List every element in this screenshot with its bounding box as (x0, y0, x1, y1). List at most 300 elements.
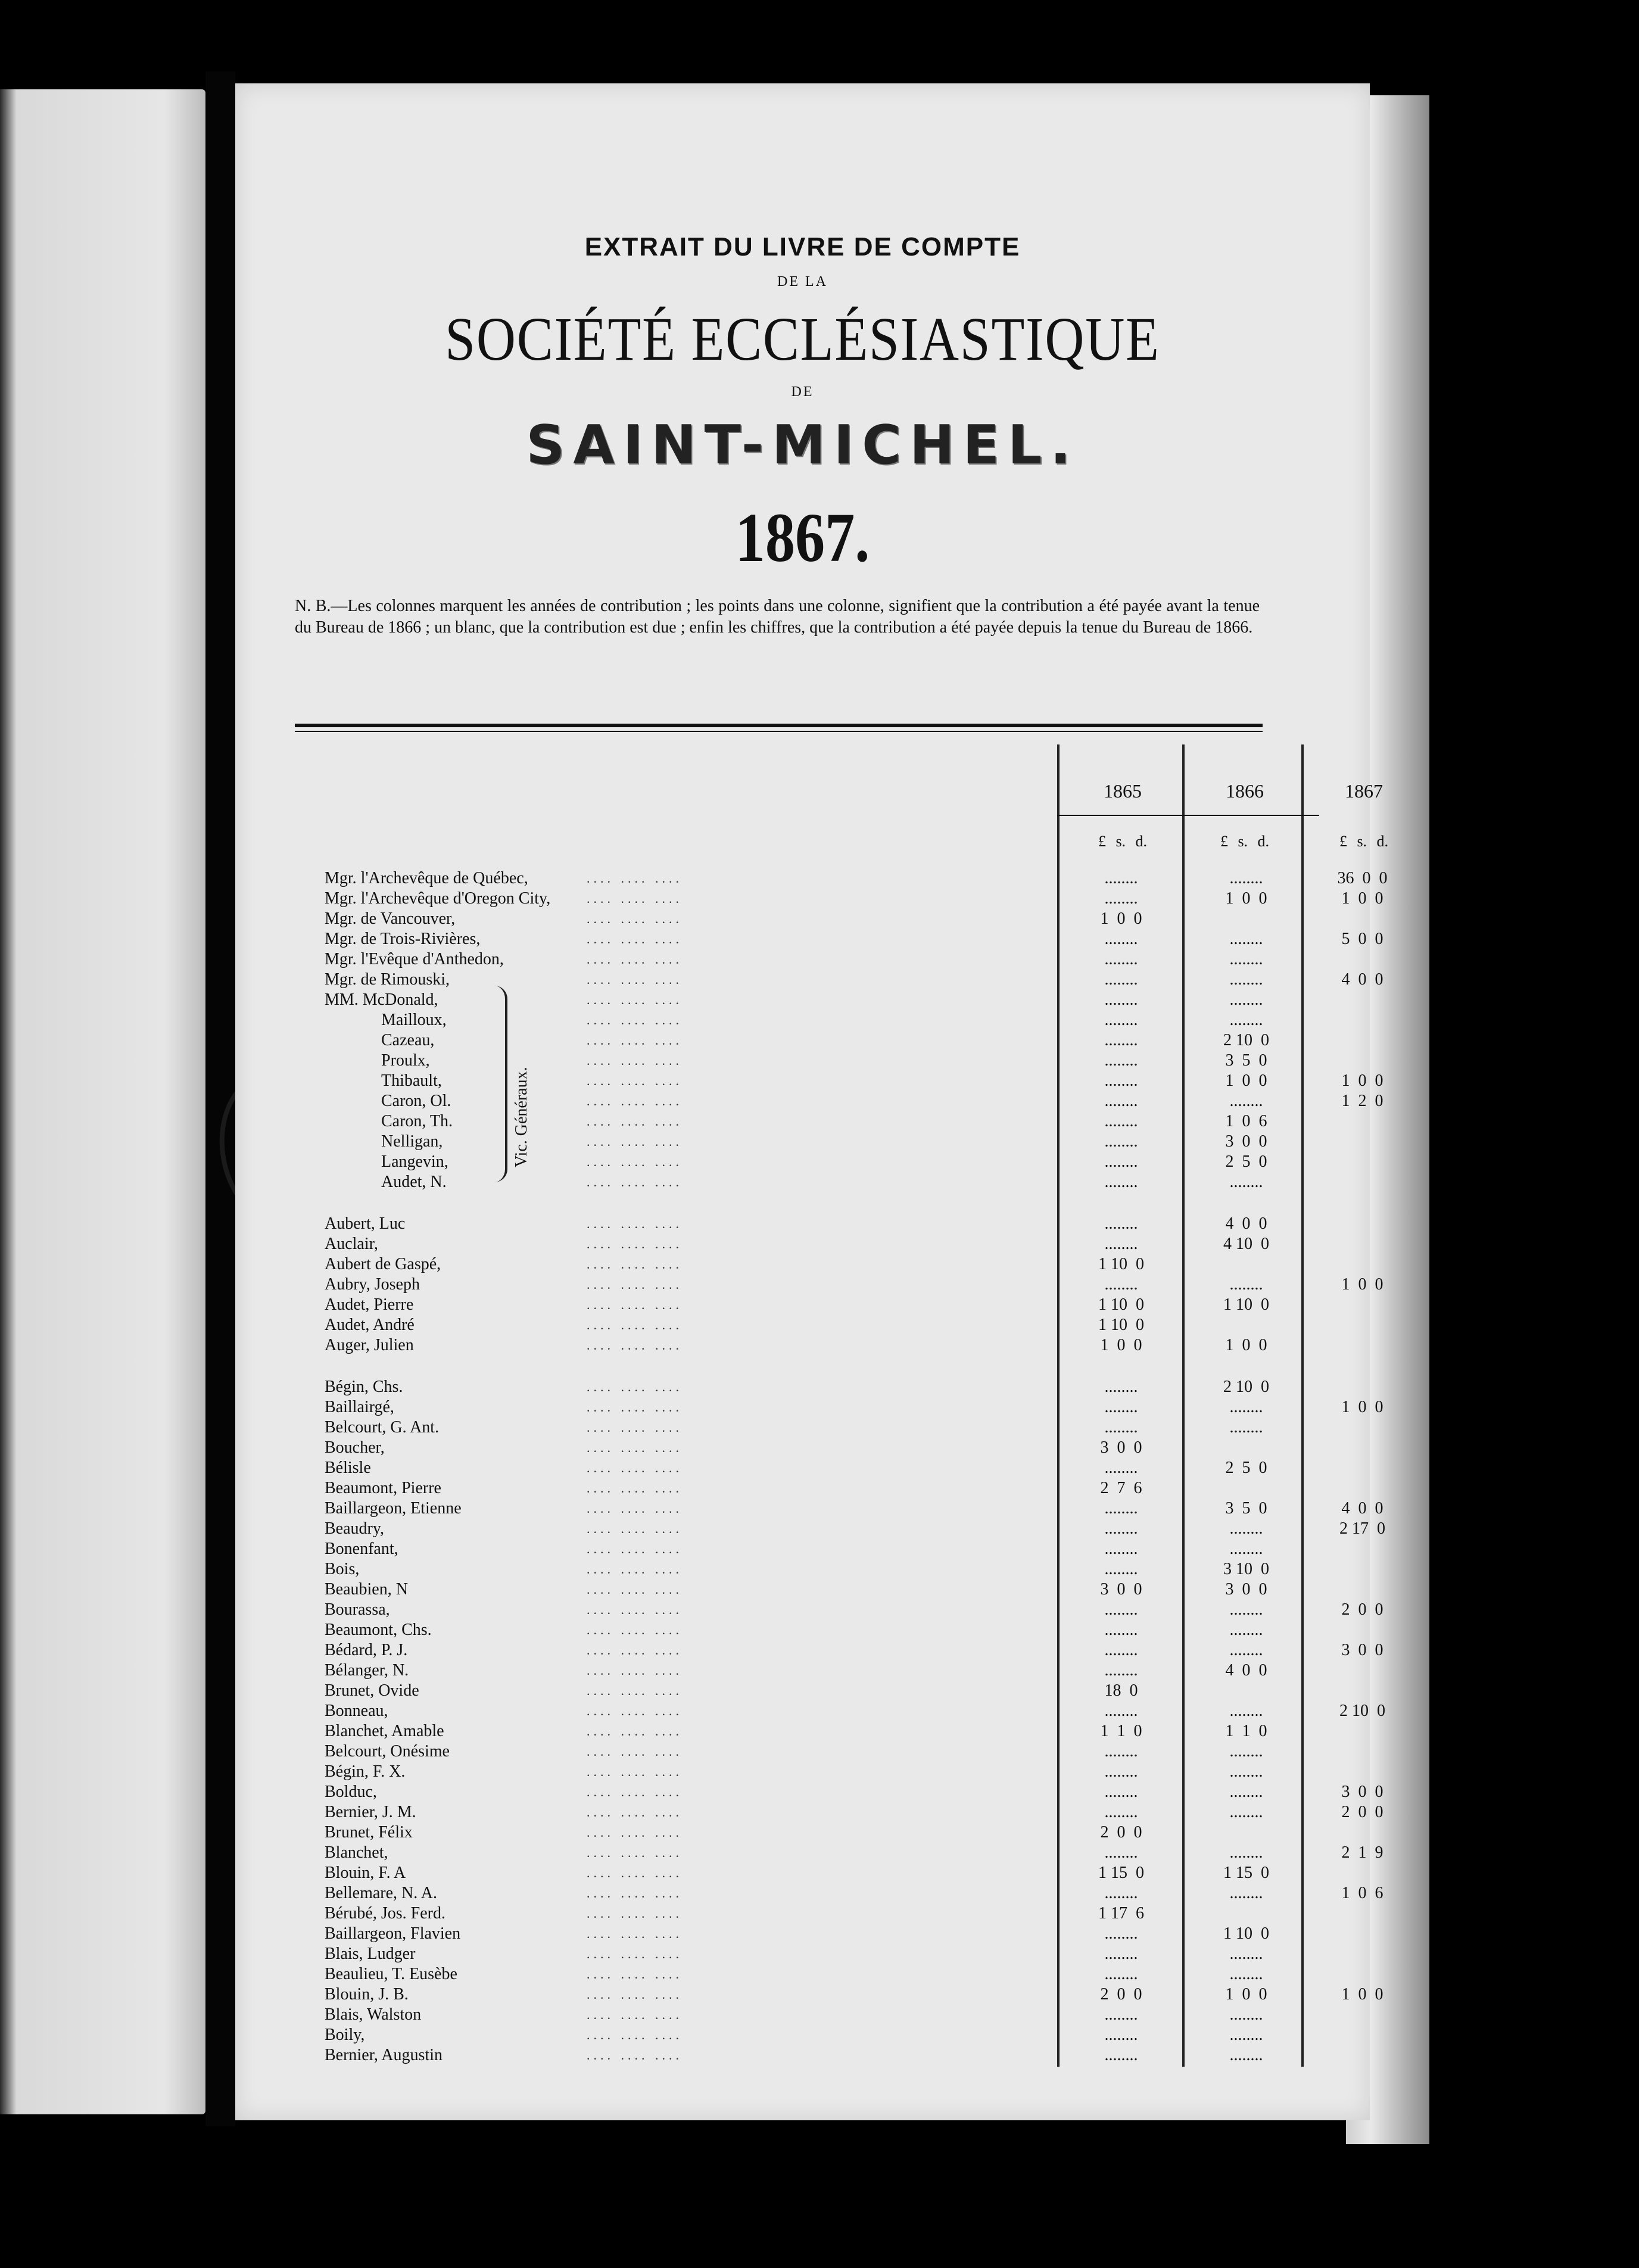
leader-dots: .... .... .... (587, 1906, 683, 1921)
cell-1865: 1 10 0 (1098, 1295, 1144, 1314)
cell-1866: 2 10 0 (1223, 1031, 1269, 1049)
cell-1866: 1 1 0 (1225, 1722, 1267, 1740)
table-row (295, 868, 1388, 889)
cell-1865: ........ (1104, 1702, 1138, 1720)
cell-1866: 2 10 0 (1223, 1378, 1269, 1396)
cell-1865: ........ (1104, 950, 1138, 968)
cell-1865: 1 15 0 (1098, 1864, 1144, 1882)
table-row (295, 2045, 1263, 2066)
cell-1866: 3 0 0 (1225, 1580, 1267, 1599)
cell-1866: ........ (1229, 1641, 1263, 1659)
leader-dots: .... .... .... (587, 1440, 683, 1455)
cell-1865: 2 0 0 (1100, 1985, 1142, 2004)
table-row (295, 1863, 1269, 1883)
row-name: Langevin, (381, 1152, 448, 1171)
cell-1865: ........ (1104, 1803, 1138, 1821)
row-name: Boucher, (325, 1438, 385, 1457)
table-row (295, 1640, 1384, 1660)
leader-dots: .... .... .... (587, 1216, 683, 1231)
cell-1866: ........ (1229, 1600, 1263, 1619)
cell-1865: ........ (1104, 970, 1138, 989)
cell-1866: ........ (1229, 2026, 1263, 2044)
row-name: Mgr. de Vancouver, (325, 909, 456, 928)
cell-1865: ........ (1104, 869, 1138, 887)
cell-1866: ........ (1229, 2005, 1263, 2024)
cell-1865: ........ (1104, 1092, 1138, 1110)
cell-1866: 4 0 0 (1225, 1661, 1267, 1680)
unit-header-1866: £ s. d. (1220, 833, 1270, 850)
cell-1867: 1 0 0 (1341, 1985, 1384, 2004)
cell-1866: ........ (1229, 1783, 1263, 1801)
header-line-1: EXTRAIT DU LIVRE DE COMPTE (584, 232, 1021, 261)
cell-1866: ........ (1229, 1702, 1263, 1720)
table-row (295, 2025, 1263, 2045)
leader-dots: .... .... .... (587, 871, 683, 886)
note-paragraph: N. B.—Les colonnes marquent les années de contribution ; les points dans une colonne, signifient que la contribution a été payée avant la tenue du Bureau de 1866 ; un blanc, que la contribution est due ; enfin les chiffres, que la contribution a été payée depuis la tenue du Bureau de 1866. (295, 597, 1260, 637)
row-name: Brunet, Félix (325, 1823, 413, 1842)
leader-dots: .... .... .... (587, 1114, 683, 1129)
cell-1865: ........ (1104, 2026, 1138, 2044)
table-row (295, 1214, 1267, 1234)
cell-1865: 1 0 0 (1100, 1336, 1142, 1354)
table-row (295, 1275, 1384, 1295)
cell-1865: 1 10 0 (1098, 1316, 1144, 1334)
table-row (295, 1822, 1263, 1843)
leader-dots: .... .... .... (587, 1582, 683, 1597)
row-name: Beaudry, (325, 1519, 385, 1538)
cell-1867: 1 0 6 (1341, 1884, 1384, 1902)
cell-1866: 1 0 0 (1225, 1336, 1267, 1354)
leader-dots: .... .... .... (587, 1053, 683, 1068)
cell-1866: 3 0 0 (1225, 1132, 1267, 1151)
leader-dots: .... .... .... (587, 1886, 683, 1901)
cell-1866: ........ (1229, 1418, 1263, 1437)
row-name: Bélanger, N. (325, 1661, 409, 1680)
row-name: Baillargeon, Etienne (325, 1499, 462, 1518)
row-name: Blanchet, Amable (325, 1722, 444, 1740)
leader-dots: .... .... .... (587, 1724, 683, 1739)
cell-1866: ........ (1229, 1621, 1263, 1639)
leader-dots: .... .... .... (587, 1541, 683, 1556)
ledger-table (295, 744, 1389, 2096)
row-name: Brunet, Ovide (325, 1681, 419, 1700)
table-row (295, 1478, 1263, 1498)
row-name: Blais, Ludger (325, 1945, 416, 1963)
leader-dots: .... .... .... (587, 1845, 683, 1860)
cell-1866: ........ (1229, 1519, 1263, 1538)
cell-1867: 1 0 0 (1341, 1398, 1384, 1416)
year-header-1867: 1867 (1345, 780, 1383, 802)
table-row (295, 1458, 1267, 1478)
cell-1866: ........ (1229, 1762, 1263, 1781)
row-name: Mgr. l'Archevêque d'Oregon City, (325, 889, 551, 908)
cell-1866: ........ (1229, 1092, 1263, 1110)
table-row (295, 1519, 1385, 1539)
cell-1865: ........ (1104, 1560, 1138, 1578)
row-name: Beaumont, Chs. (325, 1621, 432, 1639)
table-row (295, 1883, 1384, 1904)
cell-1866: ........ (1229, 1173, 1263, 1191)
leader-dots: .... .... .... (587, 1602, 683, 1617)
row-name: Nelligan, (381, 1132, 443, 1151)
table-row (295, 970, 1384, 990)
leader-dots: .... .... .... (587, 1338, 683, 1353)
cell-1867: 3 0 0 (1341, 1783, 1384, 1801)
cell-1865: ........ (1104, 1275, 1138, 1294)
cell-1866: 3 10 0 (1223, 1560, 1269, 1578)
cell-1866: 4 0 0 (1225, 1214, 1267, 1233)
cell-1867: 2 0 0 (1341, 1600, 1384, 1619)
row-name: Bédard, P. J. (325, 1641, 408, 1659)
year-header-1866: 1866 (1226, 780, 1264, 802)
leader-dots: .... .... .... (587, 972, 683, 987)
row-name: Blouin, J. B. (325, 1985, 409, 2004)
table-row (295, 1397, 1384, 1418)
cell-1866: ........ (1229, 869, 1263, 887)
row-name: Bonenfant, (325, 1540, 398, 1558)
row-name: Blais, Walston (325, 2005, 422, 2024)
cell-1865: ........ (1104, 1459, 1138, 1477)
table-row (295, 1438, 1263, 1458)
row-name: Thibault, (381, 1071, 442, 1090)
cell-1865: 2 7 6 (1100, 1479, 1142, 1497)
row-name: Caron, Ol. (381, 1092, 451, 1110)
leader-dots: .... .... .... (587, 1744, 683, 1759)
table-row (295, 1254, 1263, 1275)
cell-1865: ........ (1104, 1762, 1138, 1781)
leader-dots: .... .... .... (587, 1663, 683, 1678)
table-row (295, 949, 1263, 970)
leader-dots: .... .... .... (587, 1805, 683, 1820)
table-row (295, 1315, 1263, 1335)
table-row (295, 1111, 1267, 1132)
table-row (295, 1620, 1263, 1640)
cell-1865: ........ (1104, 1398, 1138, 1416)
table-row (295, 1295, 1269, 1315)
cell-1865: ........ (1104, 1641, 1138, 1659)
table-row (295, 1802, 1384, 1822)
cell-1867: 1 2 0 (1341, 1092, 1384, 1110)
leader-dots: .... .... .... (587, 1825, 683, 1840)
table-row (295, 1984, 1384, 2005)
leader-dots: .... .... .... (587, 2048, 683, 2063)
row-name: Baillargeon, Flavien (325, 1924, 461, 1943)
leader-dots: .... .... .... (587, 1501, 683, 1516)
leader-dots: .... .... .... (587, 1521, 683, 1536)
table-row (295, 1681, 1263, 1701)
leader-dots: .... .... .... (587, 932, 683, 946)
leader-dots: .... .... .... (587, 1865, 683, 1880)
table-row (295, 1152, 1267, 1172)
row-name: Bonneau, (325, 1702, 388, 1720)
cell-1866: ........ (1229, 1275, 1263, 1294)
leader-dots: .... .... .... (587, 1622, 683, 1637)
row-name: Aubert de Gaspé, (325, 1255, 441, 1273)
leader-dots: .... .... .... (587, 1703, 683, 1718)
leader-dots: .... .... .... (587, 1967, 683, 1982)
row-name: MM. McDonald, (325, 990, 438, 1009)
row-name: Beaumont, Pierre (325, 1479, 441, 1497)
table-row (295, 1742, 1263, 1762)
table-row (295, 1539, 1263, 1559)
cell-1865: ........ (1104, 1540, 1138, 1558)
leader-dots: .... .... .... (587, 1154, 683, 1169)
table-row (295, 1377, 1269, 1397)
cell-1865: ........ (1104, 1418, 1138, 1437)
row-name: Mgr. l'Evêque d'Anthedon, (325, 950, 504, 968)
row-name: Blanchet, (325, 1843, 388, 1862)
cell-1866: ........ (1229, 1843, 1263, 1862)
cell-1866: 4 10 0 (1223, 1235, 1269, 1253)
table-row (295, 1051, 1267, 1071)
row-name: Boily, (325, 2026, 365, 2044)
unit-header-1865: £ s. d. (1098, 833, 1148, 850)
cell-1865: 2 0 0 (1100, 1823, 1142, 1842)
leader-dots: .... .... .... (587, 1400, 683, 1415)
cell-1865: ........ (1104, 1235, 1138, 1253)
cell-1865: ........ (1104, 1499, 1138, 1518)
leader-dots: .... .... .... (587, 1683, 683, 1698)
leader-dots: .... .... .... (587, 891, 683, 906)
table-row (295, 1418, 1263, 1438)
cell-1866: 1 0 0 (1225, 1071, 1267, 1090)
cell-1865: ........ (1104, 1843, 1138, 1862)
leader-dots: .... .... .... (587, 911, 683, 926)
row-name: Audet, André (325, 1316, 415, 1334)
cell-1867: 36 0 0 (1337, 869, 1388, 887)
leader-dots: .... .... .... (587, 1297, 683, 1312)
row-name: Bois, (325, 1560, 360, 1578)
row-name: Mgr. l'Archevêque de Québec, (325, 869, 528, 887)
cell-1866: 1 0 0 (1225, 1985, 1267, 2004)
row-name: Bolduc, (325, 1783, 377, 1801)
cell-1866: ........ (1229, 1540, 1263, 1558)
cell-1867: 4 0 0 (1341, 970, 1384, 989)
table-row (295, 1762, 1263, 1782)
header-saint-michel: SAINT-MICHEL. (526, 414, 1079, 476)
cell-1865: ........ (1104, 1519, 1138, 1538)
cell-1866: 2 5 0 (1225, 1459, 1267, 1477)
cell-1866: 2 5 0 (1225, 1152, 1267, 1171)
table-row (295, 1559, 1269, 1580)
leader-dots: .... .... .... (587, 1134, 683, 1149)
table-row (295, 1091, 1384, 1111)
cell-1865: 3 0 0 (1100, 1580, 1142, 1599)
year-header-rule (1057, 815, 1319, 816)
leader-dots: .... .... .... (587, 1317, 683, 1332)
cell-1866: 3 5 0 (1225, 1499, 1267, 1518)
table-row (295, 990, 1263, 1010)
row-name: Audet, Pierre (325, 1295, 414, 1314)
table-row (295, 1904, 1263, 1924)
table-row (295, 1843, 1384, 1863)
cell-1866: ........ (1229, 1398, 1263, 1416)
cell-1866: ........ (1229, 1742, 1263, 1761)
cell-1866: 1 15 0 (1223, 1864, 1269, 1882)
header-society-name: SOCIÉTÉ ECCLÉSIASTIQUE (445, 305, 1160, 373)
top-rule (295, 724, 1263, 727)
row-name: Beaulieu, T. Eusèbe (325, 1965, 457, 1983)
leader-dots: .... .... .... (587, 1643, 683, 1658)
cell-1865: ........ (1104, 1884, 1138, 1902)
cell-1867: 1 0 0 (1341, 889, 1384, 908)
table-row (295, 1010, 1263, 1030)
table-row (295, 2005, 1263, 2025)
row-name: Bérubé, Jos. Ferd. (325, 1904, 445, 1923)
table-row (295, 1335, 1267, 1356)
table-row (295, 1721, 1267, 1742)
leader-dots: .... .... .... (587, 1460, 683, 1475)
leader-dots: .... .... .... (587, 1236, 683, 1251)
table-row (295, 909, 1263, 929)
cell-1867: 1 0 0 (1341, 1071, 1384, 1090)
cell-1866: 1 10 0 (1223, 1924, 1269, 1943)
table-row (295, 1071, 1384, 1091)
leader-dots: .... .... .... (587, 1277, 683, 1292)
cell-1866: ........ (1229, 1803, 1263, 1821)
cell-1866: ........ (1229, 1965, 1263, 1983)
row-name: Mgr. de Trois-Rivières, (325, 930, 481, 948)
cell-1865: ........ (1104, 1173, 1138, 1191)
cell-1866: ........ (1229, 950, 1263, 968)
row-name: Bégin, Chs. (325, 1378, 403, 1396)
leader-dots: .... .... .... (587, 1946, 683, 1961)
row-name: Bélisle (325, 1459, 371, 1477)
row-name: Bellemare, N. A. (325, 1884, 437, 1902)
cell-1865: ........ (1104, 1661, 1138, 1680)
left-page-edge (0, 89, 205, 2114)
table-row (295, 889, 1384, 909)
leader-dots: .... .... .... (587, 1012, 683, 1027)
row-name: Belcourt, G. Ant. (325, 1418, 440, 1437)
leader-dots: .... .... .... (587, 1926, 683, 1941)
year-header-1865: 1865 (1104, 780, 1142, 802)
cell-1865: 1 1 0 (1100, 1722, 1142, 1740)
cell-1865: ........ (1104, 1378, 1138, 1396)
table-row (295, 1234, 1269, 1254)
vic-generaux-label: Vic. Généraux. (512, 1067, 531, 1167)
cell-1867: 2 17 0 (1339, 1519, 1385, 1538)
row-name: Cazeau, (381, 1031, 435, 1049)
cell-1865: ........ (1104, 1112, 1138, 1130)
cell-1865: ........ (1104, 990, 1138, 1009)
leader-dots: .... .... .... (587, 1420, 683, 1435)
cell-1865: ........ (1104, 1600, 1138, 1619)
cell-1865: ........ (1104, 2046, 1138, 2064)
leader-dots: .... .... .... (587, 992, 683, 1007)
leader-dots: .... .... .... (587, 1379, 683, 1394)
row-name: Bernier, Augustin (325, 2046, 443, 2064)
row-name: Audet, N. (381, 1173, 447, 1191)
leader-dots: .... .... .... (587, 1562, 683, 1577)
row-name: Baillairgé, (325, 1398, 394, 1416)
cell-1867: 2 10 0 (1339, 1702, 1385, 1720)
cell-1865: ........ (1104, 1945, 1138, 1963)
row-name: Beaubien, N (325, 1580, 408, 1599)
table-row (295, 1580, 1267, 1600)
leader-dots: .... .... .... (587, 1764, 683, 1779)
cell-1865: ........ (1104, 889, 1138, 908)
cell-1866: 3 5 0 (1225, 1051, 1267, 1070)
header-year: 1867. (735, 499, 870, 577)
cell-1866: 1 0 0 (1225, 889, 1267, 908)
row-name: Blouin, F. A (325, 1864, 406, 1882)
cell-1865: ........ (1104, 1214, 1138, 1233)
cell-1865: 1 17 6 (1098, 1904, 1144, 1923)
row-name: Aubert, Luc (325, 1214, 406, 1233)
table-row (295, 1132, 1267, 1152)
header-line-4: DE (791, 384, 814, 400)
cell-1865: 1 0 0 (1100, 909, 1142, 928)
row-name: Bégin, F. X. (325, 1762, 406, 1781)
cell-1865: ........ (1104, 930, 1138, 948)
cell-1866: 1 10 0 (1223, 1295, 1269, 1314)
leader-dots: .... .... .... (587, 2007, 683, 2022)
row-name: Belcourt, Onésime (325, 1742, 450, 1761)
leader-dots: .... .... .... (587, 1174, 683, 1189)
row-name: Mailloux, (381, 1011, 447, 1029)
cell-1866: ........ (1229, 1884, 1263, 1902)
table-row (295, 1172, 1263, 1192)
table-row (295, 1498, 1384, 1519)
cell-1865: 1 10 0 (1098, 1255, 1144, 1273)
table-row (295, 1600, 1384, 1620)
cell-1865: ........ (1104, 1965, 1138, 1983)
table-row (295, 1964, 1263, 1984)
leader-dots: .... .... .... (587, 1094, 683, 1108)
row-name: Auger, Julien (325, 1336, 414, 1354)
cell-1866: ........ (1229, 970, 1263, 989)
cell-1867: 2 0 0 (1341, 1803, 1384, 1821)
cell-1865: ........ (1104, 1621, 1138, 1639)
leader-dots: .... .... .... (587, 1481, 683, 1496)
leader-dots: .... .... .... (587, 952, 683, 967)
cell-1865: ........ (1104, 1071, 1138, 1090)
cell-1865: 18 0 (1104, 1681, 1138, 1700)
table-row (295, 1660, 1267, 1681)
cell-1866: ........ (1229, 930, 1263, 948)
table-row (295, 1030, 1269, 1051)
cell-1865: ........ (1104, 1051, 1138, 1070)
vic-generaux-brace (494, 986, 507, 1182)
leader-dots: .... .... .... (587, 1987, 683, 2002)
row-name: Proulx, (381, 1051, 430, 1070)
cell-1866: 1 0 6 (1225, 1112, 1267, 1130)
cell-1865: ........ (1104, 1011, 1138, 1029)
document-page (235, 83, 1389, 2120)
top-rule-thin (295, 731, 1263, 732)
row-name: Bourassa, (325, 1600, 390, 1619)
cell-1866: ........ (1229, 1945, 1263, 1963)
cell-1865: 3 0 0 (1100, 1438, 1142, 1457)
row-name: Bernier, J. M. (325, 1803, 416, 1821)
row-name: Auclair, (325, 1235, 378, 1253)
table-row (295, 1701, 1385, 1721)
unit-header-1867: £ s. d. (1339, 833, 1389, 850)
cell-1865: ........ (1104, 1924, 1138, 1943)
cell-1866: ........ (1229, 1011, 1263, 1029)
leader-dots: .... .... .... (587, 1033, 683, 1048)
table-row (295, 1944, 1263, 1964)
leader-dots: .... .... .... (587, 2027, 683, 2042)
cell-1865: ........ (1104, 2005, 1138, 2024)
cell-1865: ........ (1104, 1783, 1138, 1801)
row-name: Aubry, Joseph (325, 1275, 420, 1294)
cell-1865: ........ (1104, 1152, 1138, 1171)
cell-1865: ........ (1104, 1132, 1138, 1151)
column-divider-3 (1301, 744, 1304, 2067)
table-row (295, 1782, 1384, 1802)
